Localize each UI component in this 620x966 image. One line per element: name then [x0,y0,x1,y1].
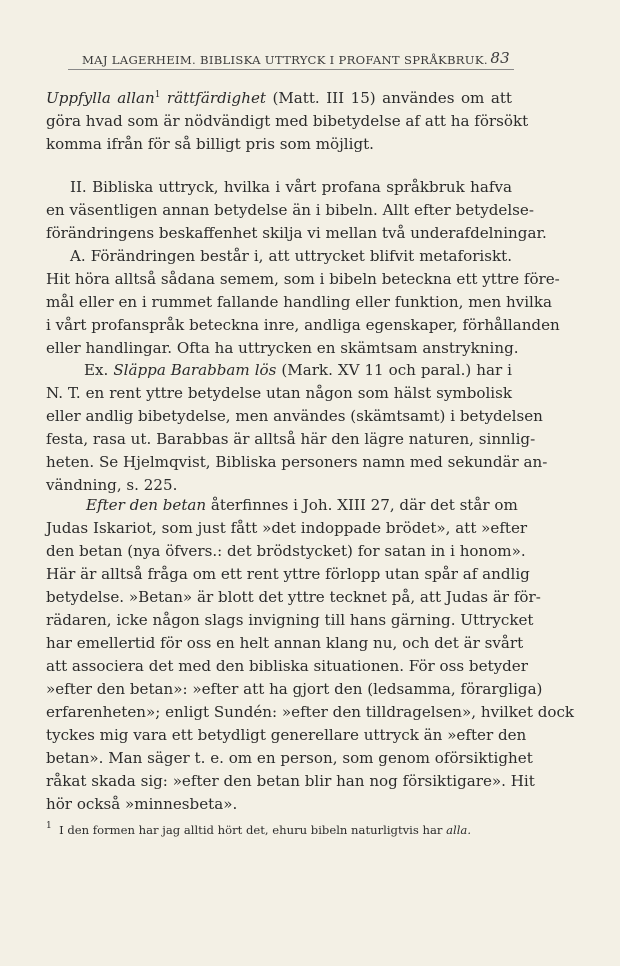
footnote-ref: 1 [154,90,161,100]
text-line: II. Bibliska uttryck, hvilka i vårt profana språkbruk hafva [70,178,512,196]
text-line: i vårt profanspråk beteckna inre, andliga egenskaper, förhållanden [46,316,560,334]
text-line: erfarenheten»; enligt Sundén: »efter den tilldragelsen», hvilket dock [46,703,575,721]
italic-phrase: rättfärdighet [166,89,266,107]
text-line: komma ifrån för så billigt pris som möjligt. [46,135,374,153]
text-line: A. Förändringen består i, att uttrycket blifvit metaforiskt. [70,247,512,265]
italic-phrase: Uppfylla allan [46,89,155,107]
text-line: har emellertid för oss en helt annan klang nu, och det är svårt [46,634,524,652]
text-line: heten. Se Hjelmqvist, Bibliska personers namn med sekundär an- [46,453,548,471]
text-span: (Matt. III 15) användes om att [272,89,512,107]
text-line: förändringens beskaffenhet skilja vi mellan två underafdelningar. [46,224,547,242]
text-span: (Mark. XV 11 och paral.) har i [281,361,512,379]
text-line: tyckes mig vara ett betydligt generellare uttryck än »efter den [46,726,527,744]
text-line: N. T. en rent yttre betydelse utan någon som hälst symbolisk [46,384,512,402]
text-span: Ex. [84,361,109,379]
running-header [68,49,514,70]
text-line: »efter den betan»: »efter att ha gjort den (ledsamma, förargliga) [46,680,543,698]
italic-phrase: Släppa Barabbam lös [113,361,277,379]
text-line: göra hvad som är nödvändigt med bibetydelse af att ha försökt [46,112,529,130]
text-line: betydelse. »Betan» är blott det yttre tecknet på, att Judas är för- [46,588,541,606]
text-line: en väsentligen annan betydelse än i bibeln. Allt efter betydelse- [46,201,534,219]
text-line: mål eller en i rummet fallande handling eller funktion, men hvilka [46,293,553,311]
text-line [46,87,512,110]
text-line: Judas Iskariot, som just fått »det indoppade brödet», att »efter [46,519,528,537]
text-line [86,494,518,517]
text-line: att associera det med den bibliska situationen. För oss betyder [46,657,528,675]
text-line: råkat skada sig: »efter den betan blir han nog försiktigare». Hit [46,772,535,790]
text-line: betan». Man säger t. e. om en person, som genom oförsiktighet [46,749,533,767]
text-line: Här är alltså fråga om ett rent yttre förlopp utan spår af andlig [46,565,530,583]
text-line: eller handlingar. Ofta ha uttrycken en skämtsam anstrykning. [46,339,519,357]
text-line: den betan (nya öfvers.: det brödstycket) for satan in i honom». [46,542,526,560]
text-line: hör också »minnesbeta». [46,795,238,813]
text-line: rädaren, icke någon slags invigning till hans gärning. Uttrycket [46,611,534,629]
text-line: Hit höra alltså sådana semem, som i bibeln beteckna ett yttre före- [46,270,560,288]
italic-phrase: alla. [446,823,472,837]
text-line: festa, rasa ut. Barabbas är alltså här den lägre naturen, sinnlig- [46,430,536,448]
italic-phrase: Efter den betan [86,496,207,514]
footnote-text: I den formen har jag alltid hört det, ehuru bibeln naturligtvis har [59,823,443,837]
footnote-mark: 1 [46,821,52,831]
page-number: 83 [490,49,510,67]
text-span: återfinnes i Joh. XIII 27, där det står om [210,496,518,514]
footnote [46,822,512,838]
running-title: MAJ LAGERHEIM. BIBLISKA UTTRYCK I PROFANT SPRÅKBRUK. [82,53,488,67]
text-line [84,359,512,382]
text-line: eller andlig bibetydelse, men användes (skämtsamt) i betydelsen [46,407,543,425]
text-line: vändning, s. 225. [46,476,178,494]
